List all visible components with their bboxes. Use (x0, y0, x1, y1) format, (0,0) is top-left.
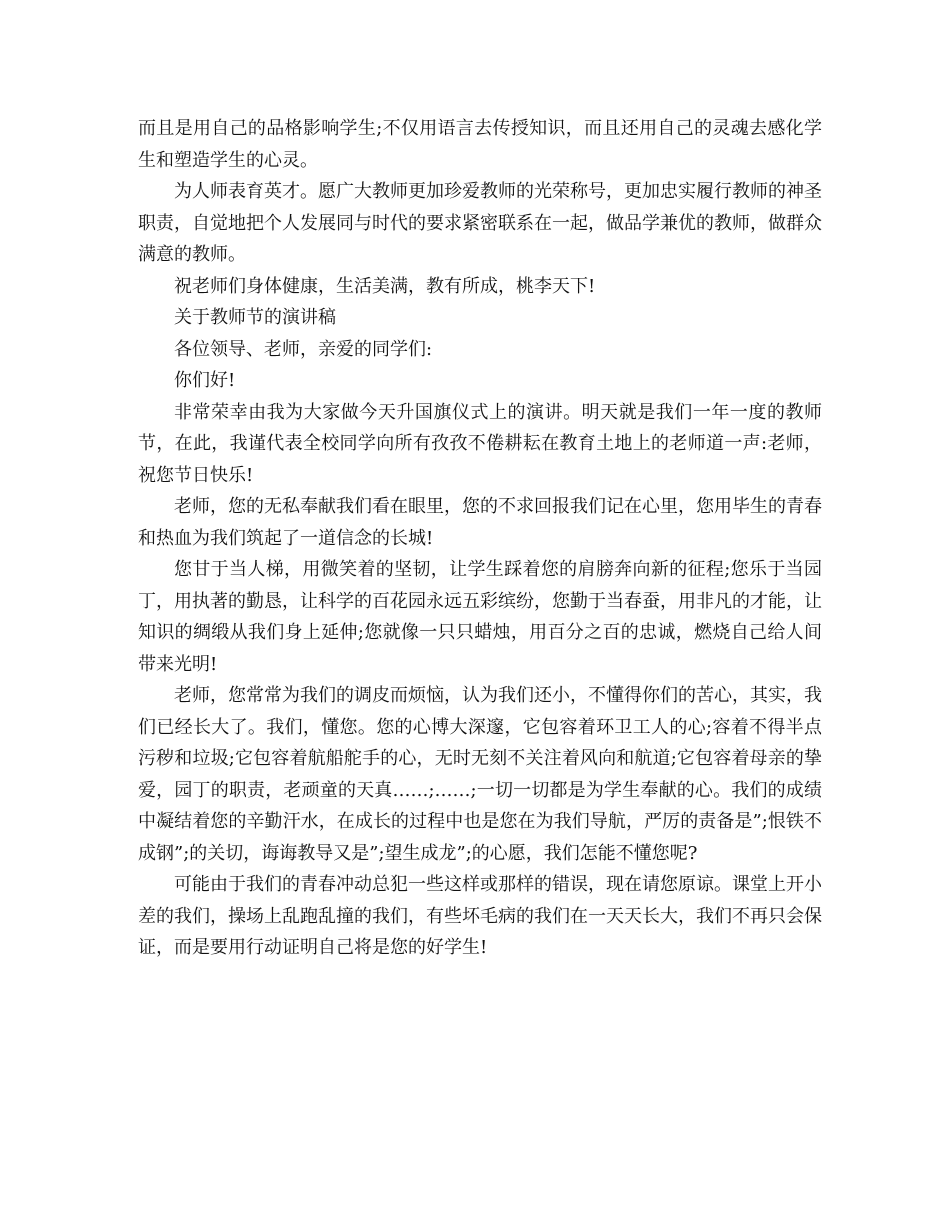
paragraph: 可能由于我们的青春冲动总犯一些这样或那样的错误，现在请您原谅。课堂上开小差的我们，操场上乱跑乱撞的我们，有些坏毛病的我们在一天天长大，我们不再只会保证，而是要用行动证明自己将是您的好学生! (138, 874, 822, 958)
paragraph: 老师，您常常为我们的调皮而烦恼，认为我们还小，不懂得你们的苦心，其实，我们已经长大了。我们，懂您。您的心博大深邃，它包容着环卫工人的心;容着不得半点污秽和垃圾;它包容着航船舵手的心，无时无刻不关注着风向和航道;它包容着母亲的挚爱，园丁的职责，老顽童的天真……;……;一切一切都是为学生奉献的心。我们的成绩中凝结着您的辛勤汗水，在成长的过程中也是您在为我们导航，严厉的责备是”;恨铁不成钢”;的关切，诲诲教导又是”;望生成龙”;的心愿，我们怎能不懂您呢? (138, 685, 822, 864)
paragraph: 而且是用自己的品格影响学生;不仅用语言去传授知识，而且还用自己的灵魂去感化学生和塑造学生的心灵。 (138, 118, 822, 171)
greeting: 你们好! (174, 370, 236, 391)
paragraph: 老师，您的无私奉献我们看在眼里，您的不求回报我们记在心里，您用毕生的青春和热血为我们筑起了一道信念的长城! (138, 496, 822, 549)
paragraph: 非常荣幸由我为大家做今天升国旗仪式上的演讲。明天就是我们一年一度的教师节，在此，我谨代表全校同学向所有孜孜不倦耕耘在教育土地上的老师道一声:老师，祝您节日快乐! (138, 401, 822, 486)
paragraph: 祝老师们身体健康，生活美满，教有所成，桃李天下! (174, 275, 596, 297)
paragraph: 您甘于当人梯，用微笑着的坚韧，让学生踩着您的肩膀奔向新的征程;您乐于当园丁，用执著的勤恳，让科学的百花园永远五彩缤纷，您勤于当春蚕，用非凡的才能，让知识的绸缎从我们身上延伸;您就像一只只蜡烛，用百分之百的忠诚，燃烧自己给人间带来光明! (138, 559, 822, 675)
speech-title: 关于教师节的演讲稿 (174, 307, 336, 328)
paragraph: 为人师表育英才。愿广大教师更加珍爱教师的光荣称号，更加忠实履行教师的神圣职责，自觉地把个人发展同与时代的要求紧密联系在一起，做品学兼优的教师，做群众满意的教师。 (138, 181, 822, 265)
document-body (138, 113, 822, 964)
salutation: 各位领导、老师，亲爱的同学们: (174, 338, 433, 360)
